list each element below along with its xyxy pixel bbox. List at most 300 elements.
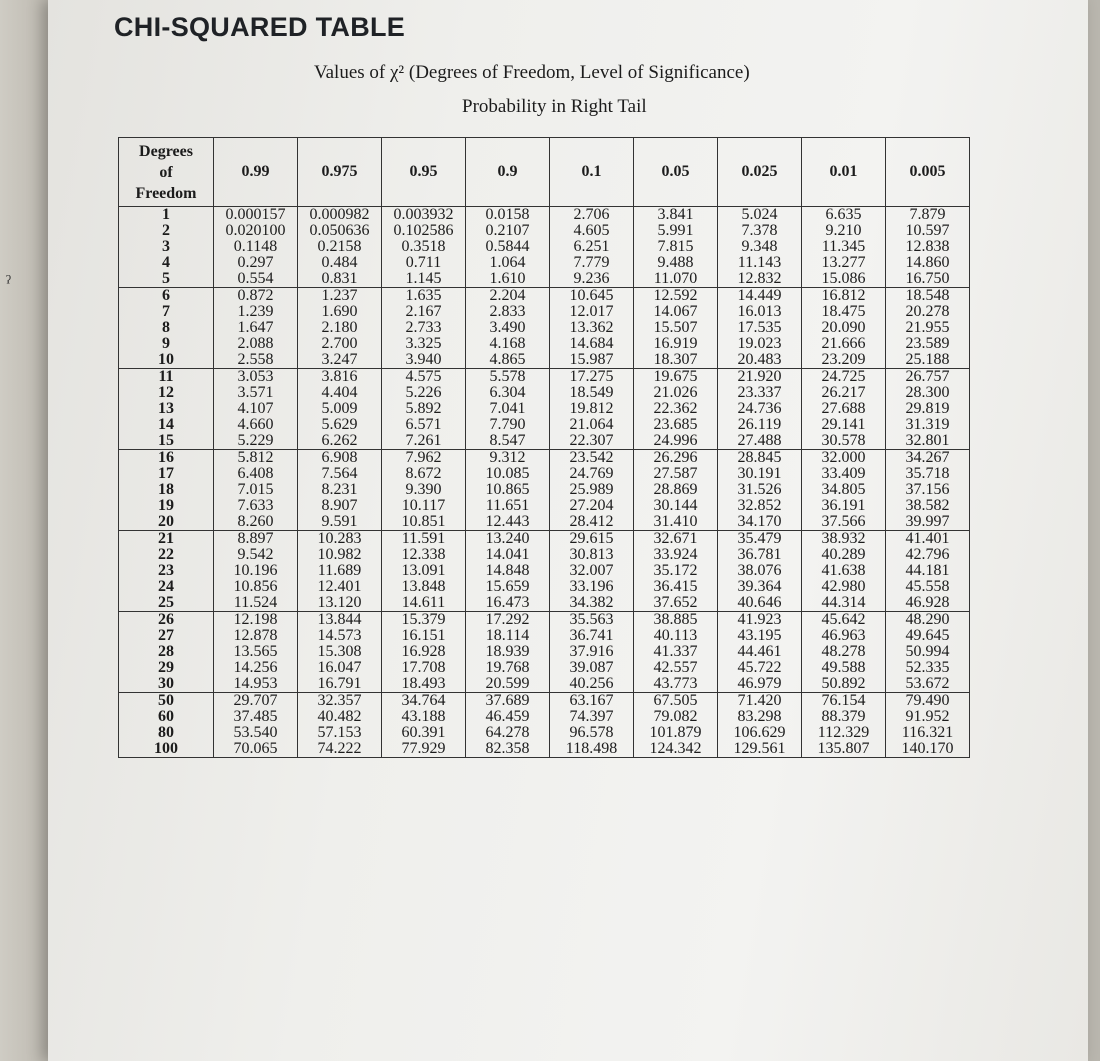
table-row — [119, 223, 970, 239]
table-row — [119, 320, 970, 336]
value-cell: 14.684 — [550, 336, 634, 352]
value-cell: 0.1148 — [214, 239, 298, 255]
value-cell: 29.615 — [550, 531, 634, 548]
table-subtitle: Values of χ² (Degrees of Freedom, Level of Significance) — [314, 62, 750, 83]
value-cell: 43.188 — [382, 709, 466, 725]
table-row — [119, 450, 970, 467]
value-cell: 9.312 — [466, 450, 550, 467]
value-cell: 32.007 — [550, 563, 634, 579]
value-cell: 0.2158 — [298, 239, 382, 255]
df-cell: 2 — [119, 223, 214, 239]
value-cell: 6.908 — [298, 450, 382, 467]
table-row — [119, 514, 970, 531]
df-cell: 30 — [119, 676, 214, 693]
value-cell: 1.064 — [466, 255, 550, 271]
value-cell: 4.168 — [466, 336, 550, 352]
chi-squared-table — [118, 137, 970, 758]
value-cell: 16.812 — [802, 288, 886, 305]
value-cell: 63.167 — [550, 693, 634, 710]
value-cell: 37.689 — [466, 693, 550, 710]
value-cell: 82.358 — [466, 741, 550, 758]
table-row — [119, 417, 970, 433]
value-cell: 60.391 — [382, 725, 466, 741]
value-cell: 3.490 — [466, 320, 550, 336]
value-cell: 36.191 — [802, 498, 886, 514]
df-cell: 60 — [119, 709, 214, 725]
df-cell: 9 — [119, 336, 214, 352]
df-cell: 15 — [119, 433, 214, 450]
value-cell: 9.210 — [802, 223, 886, 239]
value-cell: 5.226 — [382, 385, 466, 401]
value-cell: 6.635 — [802, 207, 886, 224]
value-cell: 18.493 — [382, 676, 466, 693]
value-cell: 6.251 — [550, 239, 634, 255]
value-cell: 27.488 — [718, 433, 802, 450]
table-row — [119, 482, 970, 498]
value-cell: 5.578 — [466, 369, 550, 386]
value-cell: 44.314 — [802, 595, 886, 612]
value-cell: 7.779 — [550, 255, 634, 271]
value-cell: 46.459 — [466, 709, 550, 725]
value-cell: 23.209 — [802, 352, 886, 369]
table-row — [119, 498, 970, 514]
value-cell: 16.013 — [718, 304, 802, 320]
value-cell: 10.645 — [550, 288, 634, 305]
value-cell: 44.181 — [886, 563, 970, 579]
df-cell: 100 — [119, 741, 214, 758]
value-cell: 22.307 — [550, 433, 634, 450]
value-cell: 20.278 — [886, 304, 970, 320]
value-cell: 36.781 — [718, 547, 802, 563]
df-cell: 7 — [119, 304, 214, 320]
value-cell: 13.240 — [466, 531, 550, 548]
df-header — [119, 138, 214, 207]
value-cell: 64.278 — [466, 725, 550, 741]
df-cell: 13 — [119, 401, 214, 417]
value-cell: 0.297 — [214, 255, 298, 271]
value-cell: 50.892 — [802, 676, 886, 693]
value-cell: 96.578 — [550, 725, 634, 741]
value-cell: 0.0158 — [466, 207, 550, 224]
value-cell: 34.267 — [886, 450, 970, 467]
value-cell: 5.892 — [382, 401, 466, 417]
value-cell: 15.507 — [634, 320, 718, 336]
value-cell: 6.408 — [214, 466, 298, 482]
value-cell: 124.342 — [634, 741, 718, 758]
df-cell: 24 — [119, 579, 214, 595]
value-cell: 10.851 — [382, 514, 466, 531]
value-cell: 7.015 — [214, 482, 298, 498]
value-cell: 1.690 — [298, 304, 382, 320]
df-cell: 18 — [119, 482, 214, 498]
value-cell: 32.671 — [634, 531, 718, 548]
value-cell: 9.348 — [718, 239, 802, 255]
value-cell: 67.505 — [634, 693, 718, 710]
value-cell: 44.461 — [718, 644, 802, 660]
value-cell: 2.180 — [298, 320, 382, 336]
value-cell: 38.582 — [886, 498, 970, 514]
value-cell: 19.675 — [634, 369, 718, 386]
value-cell: 12.401 — [298, 579, 382, 595]
prob-header: 0.975 — [298, 138, 382, 207]
value-cell: 17.535 — [718, 320, 802, 336]
table-row — [119, 336, 970, 352]
value-cell: 11.524 — [214, 595, 298, 612]
value-cell: 31.410 — [634, 514, 718, 531]
table-row — [119, 693, 970, 710]
value-cell: 49.645 — [886, 628, 970, 644]
value-cell: 12.443 — [466, 514, 550, 531]
value-cell: 2.833 — [466, 304, 550, 320]
value-cell: 19.768 — [466, 660, 550, 676]
value-cell: 37.652 — [634, 595, 718, 612]
value-cell: 16.473 — [466, 595, 550, 612]
value-cell: 10.597 — [886, 223, 970, 239]
value-cell: 26.119 — [718, 417, 802, 433]
tail-probability-label: Probability in Right Tail — [462, 96, 647, 117]
df-cell: 10 — [119, 352, 214, 369]
value-cell: 18.548 — [886, 288, 970, 305]
value-cell: 7.041 — [466, 401, 550, 417]
value-cell: 12.832 — [718, 271, 802, 288]
value-cell: 42.796 — [886, 547, 970, 563]
value-cell: 10.283 — [298, 531, 382, 548]
value-cell: 15.379 — [382, 612, 466, 629]
value-cell: 8.547 — [466, 433, 550, 450]
df-cell: 29 — [119, 660, 214, 676]
value-cell: 1.647 — [214, 320, 298, 336]
table-row — [119, 709, 970, 725]
value-cell: 79.082 — [634, 709, 718, 725]
value-cell: 0.872 — [214, 288, 298, 305]
value-cell: 28.412 — [550, 514, 634, 531]
df-cell: 22 — [119, 547, 214, 563]
value-cell: 15.308 — [298, 644, 382, 660]
value-cell: 29.707 — [214, 693, 298, 710]
value-cell: 18.939 — [466, 644, 550, 660]
df-cell: 26 — [119, 612, 214, 629]
value-cell: 13.091 — [382, 563, 466, 579]
value-cell: 0.484 — [298, 255, 382, 271]
value-cell: 38.076 — [718, 563, 802, 579]
value-cell: 7.790 — [466, 417, 550, 433]
value-cell: 23.589 — [886, 336, 970, 352]
value-cell: 70.065 — [214, 741, 298, 758]
value-cell: 39.997 — [886, 514, 970, 531]
value-cell: 25.188 — [886, 352, 970, 369]
df-cell: 16 — [119, 450, 214, 467]
value-cell: 79.490 — [886, 693, 970, 710]
value-cell: 30.191 — [718, 466, 802, 482]
value-cell: 5.629 — [298, 417, 382, 433]
value-cell: 11.345 — [802, 239, 886, 255]
table-row — [119, 579, 970, 595]
value-cell: 13.848 — [382, 579, 466, 595]
table-row — [119, 563, 970, 579]
value-cell: 13.362 — [550, 320, 634, 336]
value-cell: 24.736 — [718, 401, 802, 417]
df-cell: 25 — [119, 595, 214, 612]
value-cell: 5.812 — [214, 450, 298, 467]
value-cell: 23.685 — [634, 417, 718, 433]
value-cell: 37.156 — [886, 482, 970, 498]
prob-header: 0.9 — [466, 138, 550, 207]
value-cell: 1.237 — [298, 288, 382, 305]
value-cell: 12.838 — [886, 239, 970, 255]
value-cell: 53.540 — [214, 725, 298, 741]
value-cell: 2.558 — [214, 352, 298, 369]
table-row — [119, 725, 970, 741]
value-cell: 16.750 — [886, 271, 970, 288]
value-cell: 4.605 — [550, 223, 634, 239]
value-cell: 35.563 — [550, 612, 634, 629]
value-cell: 40.646 — [718, 595, 802, 612]
value-cell: 140.170 — [886, 741, 970, 758]
value-cell: 3.940 — [382, 352, 466, 369]
value-cell: 10.982 — [298, 547, 382, 563]
value-cell: 12.338 — [382, 547, 466, 563]
value-cell: 14.573 — [298, 628, 382, 644]
value-cell: 41.337 — [634, 644, 718, 660]
prob-header: 0.025 — [718, 138, 802, 207]
table-row — [119, 547, 970, 563]
value-cell: 27.688 — [802, 401, 886, 417]
df-cell: 50 — [119, 693, 214, 710]
value-cell: 21.026 — [634, 385, 718, 401]
value-cell: 15.086 — [802, 271, 886, 288]
value-cell: 24.996 — [634, 433, 718, 450]
value-cell: 17.708 — [382, 660, 466, 676]
df-header-line-3: Freedom — [135, 184, 197, 202]
value-cell: 118.498 — [550, 741, 634, 758]
value-cell: 7.564 — [298, 466, 382, 482]
value-cell: 30.578 — [802, 433, 886, 450]
value-cell: 46.928 — [886, 595, 970, 612]
value-cell: 28.869 — [634, 482, 718, 498]
value-cell: 33.196 — [550, 579, 634, 595]
value-cell: 11.651 — [466, 498, 550, 514]
value-cell: 19.812 — [550, 401, 634, 417]
value-cell: 14.449 — [718, 288, 802, 305]
value-cell: 28.845 — [718, 450, 802, 467]
value-cell: 18.307 — [634, 352, 718, 369]
df-header-line-1: Degrees — [139, 142, 193, 160]
value-cell: 11.070 — [634, 271, 718, 288]
value-cell: 6.304 — [466, 385, 550, 401]
value-cell: 45.558 — [886, 579, 970, 595]
table-row — [119, 466, 970, 482]
table-row — [119, 531, 970, 548]
prob-header: 0.99 — [214, 138, 298, 207]
table-row — [119, 741, 970, 758]
value-cell: 21.064 — [550, 417, 634, 433]
table-row — [119, 628, 970, 644]
value-cell: 2.700 — [298, 336, 382, 352]
value-cell: 11.143 — [718, 255, 802, 271]
value-cell: 23.337 — [718, 385, 802, 401]
table-row — [119, 612, 970, 629]
table-row — [119, 660, 970, 676]
header-row — [119, 138, 970, 207]
value-cell: 1.239 — [214, 304, 298, 320]
value-cell: 0.5844 — [466, 239, 550, 255]
value-cell: 25.989 — [550, 482, 634, 498]
value-cell: 10.856 — [214, 579, 298, 595]
value-cell: 71.420 — [718, 693, 802, 710]
value-cell: 20.599 — [466, 676, 550, 693]
value-cell: 1.610 — [466, 271, 550, 288]
value-cell: 16.151 — [382, 628, 466, 644]
value-cell: 46.979 — [718, 676, 802, 693]
value-cell: 10.117 — [382, 498, 466, 514]
value-cell: 129.561 — [718, 741, 802, 758]
value-cell: 38.932 — [802, 531, 886, 548]
value-cell: 28.300 — [886, 385, 970, 401]
value-cell: 3.571 — [214, 385, 298, 401]
prob-header: 0.01 — [802, 138, 886, 207]
value-cell: 4.575 — [382, 369, 466, 386]
value-cell: 29.819 — [886, 401, 970, 417]
value-cell: 9.591 — [298, 514, 382, 531]
value-cell: 41.638 — [802, 563, 886, 579]
value-cell: 106.629 — [718, 725, 802, 741]
value-cell: 8.907 — [298, 498, 382, 514]
table-row — [119, 239, 970, 255]
value-cell: 14.041 — [466, 547, 550, 563]
value-cell: 17.292 — [466, 612, 550, 629]
table-row — [119, 352, 970, 369]
value-cell: 41.923 — [718, 612, 802, 629]
value-cell: 0.003932 — [382, 207, 466, 224]
value-cell: 0.000982 — [298, 207, 382, 224]
df-cell: 1 — [119, 207, 214, 224]
value-cell: 3.841 — [634, 207, 718, 224]
value-cell: 37.485 — [214, 709, 298, 725]
value-cell: 39.364 — [718, 579, 802, 595]
value-cell: 35.172 — [634, 563, 718, 579]
df-cell: 6 — [119, 288, 214, 305]
book-edge — [0, 0, 48, 1061]
value-cell: 36.741 — [550, 628, 634, 644]
value-cell: 18.549 — [550, 385, 634, 401]
value-cell: 0.020100 — [214, 223, 298, 239]
value-cell: 14.067 — [634, 304, 718, 320]
value-cell: 14.860 — [886, 255, 970, 271]
value-cell: 0.102586 — [382, 223, 466, 239]
value-cell: 7.815 — [634, 239, 718, 255]
prob-header: 0.005 — [886, 138, 970, 207]
value-cell: 0.2107 — [466, 223, 550, 239]
value-cell: 135.807 — [802, 741, 886, 758]
value-cell: 26.757 — [886, 369, 970, 386]
margin-mark: ˀ — [6, 272, 11, 294]
value-cell: 14.256 — [214, 660, 298, 676]
value-cell: 16.791 — [298, 676, 382, 693]
df-header-line-2: of — [159, 163, 173, 181]
value-cell: 5.229 — [214, 433, 298, 450]
value-cell: 12.592 — [634, 288, 718, 305]
value-cell: 1.635 — [382, 288, 466, 305]
value-cell: 10.085 — [466, 466, 550, 482]
table-row — [119, 271, 970, 288]
value-cell: 8.231 — [298, 482, 382, 498]
value-cell: 32.357 — [298, 693, 382, 710]
value-cell: 26.296 — [634, 450, 718, 467]
value-cell: 34.805 — [802, 482, 886, 498]
value-cell: 40.256 — [550, 676, 634, 693]
value-cell: 4.404 — [298, 385, 382, 401]
value-cell: 10.865 — [466, 482, 550, 498]
value-cell: 10.196 — [214, 563, 298, 579]
value-cell: 15.659 — [466, 579, 550, 595]
value-cell: 15.987 — [550, 352, 634, 369]
value-cell: 19.023 — [718, 336, 802, 352]
value-cell: 91.952 — [886, 709, 970, 725]
value-cell: 18.475 — [802, 304, 886, 320]
value-cell: 77.929 — [382, 741, 466, 758]
value-cell: 45.642 — [802, 612, 886, 629]
value-cell: 2.706 — [550, 207, 634, 224]
value-cell: 14.611 — [382, 595, 466, 612]
value-cell: 26.217 — [802, 385, 886, 401]
table-row — [119, 288, 970, 305]
value-cell: 112.329 — [802, 725, 886, 741]
value-cell: 43.195 — [718, 628, 802, 644]
value-cell: 30.144 — [634, 498, 718, 514]
value-cell: 2.167 — [382, 304, 466, 320]
value-cell: 46.963 — [802, 628, 886, 644]
value-cell: 35.718 — [886, 466, 970, 482]
value-cell: 6.571 — [382, 417, 466, 433]
value-cell: 42.980 — [802, 579, 886, 595]
table-row — [119, 304, 970, 320]
value-cell: 7.261 — [382, 433, 466, 450]
value-cell: 13.120 — [298, 595, 382, 612]
value-cell: 41.401 — [886, 531, 970, 548]
value-cell: 5.991 — [634, 223, 718, 239]
table-row — [119, 369, 970, 386]
value-cell: 88.379 — [802, 709, 886, 725]
value-cell: 16.919 — [634, 336, 718, 352]
value-cell: 17.275 — [550, 369, 634, 386]
page-title: CHI-SQUARED TABLE — [114, 12, 406, 42]
value-cell: 5.009 — [298, 401, 382, 417]
df-cell: 80 — [119, 725, 214, 741]
df-cell: 19 — [119, 498, 214, 514]
table-row — [119, 676, 970, 693]
value-cell: 11.591 — [382, 531, 466, 548]
value-cell: 37.566 — [802, 514, 886, 531]
value-cell: 49.588 — [802, 660, 886, 676]
value-cell: 23.542 — [550, 450, 634, 467]
value-cell: 13.277 — [802, 255, 886, 271]
value-cell: 0.831 — [298, 271, 382, 288]
value-cell: 16.047 — [298, 660, 382, 676]
value-cell: 2.204 — [466, 288, 550, 305]
value-cell: 12.878 — [214, 628, 298, 644]
value-cell: 14.953 — [214, 676, 298, 693]
value-cell: 7.633 — [214, 498, 298, 514]
value-cell: 4.865 — [466, 352, 550, 369]
value-cell: 76.154 — [802, 693, 886, 710]
value-cell: 3.053 — [214, 369, 298, 386]
table-row — [119, 207, 970, 224]
value-cell: 40.113 — [634, 628, 718, 644]
value-cell: 24.769 — [550, 466, 634, 482]
value-cell: 50.994 — [886, 644, 970, 660]
value-cell: 40.289 — [802, 547, 886, 563]
value-cell: 0.3518 — [382, 239, 466, 255]
